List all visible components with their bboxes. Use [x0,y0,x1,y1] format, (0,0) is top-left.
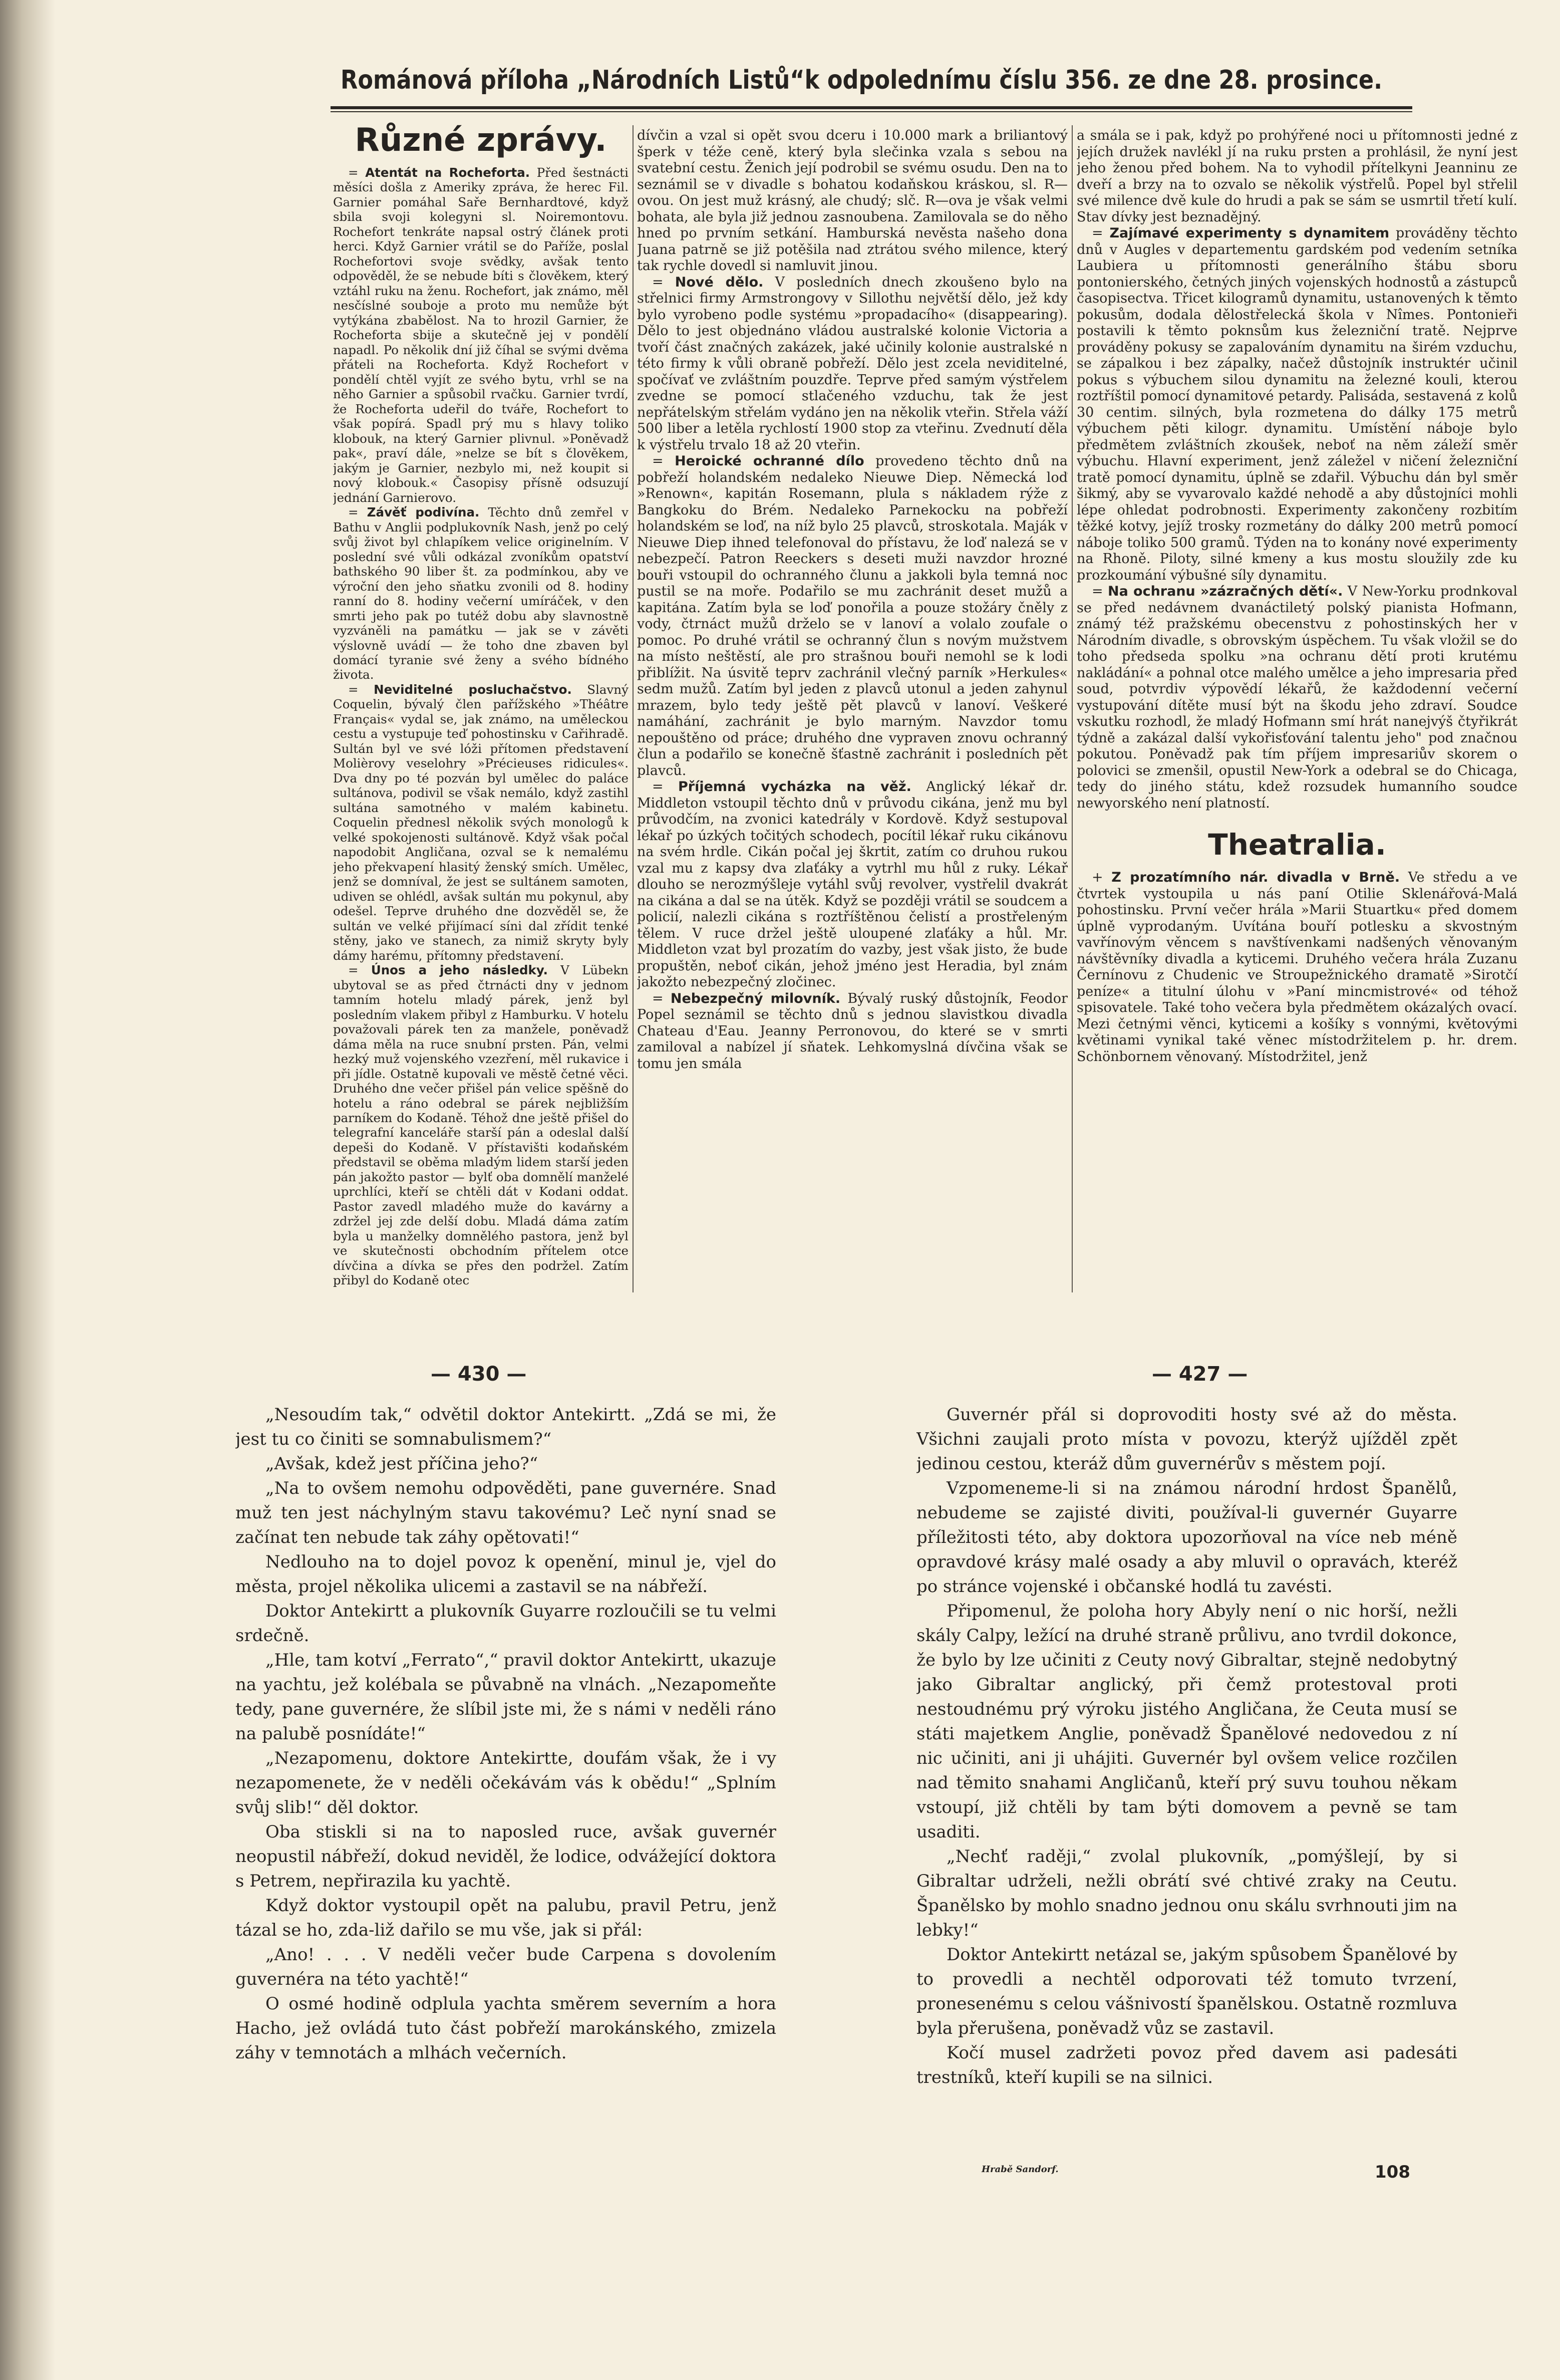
column-1 [333,120,629,1292]
news-item-title: Atentát na Rocheforta. [365,165,530,180]
news-item-text: prováděny těchto dnů v Augles v departementu gardském pod vedením setníka Laubiera u přítomnosti generálního štábu sboru pontonierského, četných jiných vojenských hodnostů a zástupců časopisectva. Třicet kilogramů dynamitu, ustanovených k těmto pokusům, dodala dělostřelecká škola v Nîmes. Pontonieři postavili k těmto poknsům kus železniční tratě. Nejprve prováděny pokusy se zapalováním dynamitu na širém vzduchu, se zápalkou i bez zápalky, načež důstojník instruktér učinil pokus s výbuchem silou dynamitu na železné kouli, kterou roztříštil pomocí dynamitové petardy. Palisáda, sestavená z kolů 30 centim. silných, byla rozmetena do dálky 175 metrů výbuchem pěti kilogr. dynamitu. Umístění náboje bylo předmětem zvláštních zkoušek, neboť na něm záleží směr výbuchu. Hlavní experiment, jenž záležel v ničení železniční tratě pomocí dynamitu, úplně se zdařil. Výbuchu dán byl směr šikmý, aby se vyvarovalo každé nehodě a aby důstojníci mohli lépe ohledat podrobnosti. Experimenty zakončeny rozbitím těžké kotvy, jejíž trosky rozmetány do dálky 200 metrů pomocí náboje toliko 500 gramů. Týden na to konány nové experimenty na Rhoně. Piloty, silné kmeny a kus mostu sloužily zde ku prozkoumání výbušné síly dynamitu. [1077,225,1517,583]
item-marker: = [348,505,367,520]
item-marker: = [652,779,678,795]
news-item [637,453,1068,779]
novel-paragraph: „Nezapomenu, doktore Antekirtte, doufám však, že i vy nezapomenete, že v neděli očekávám vás k obědu!“ „Splním svůj slib!“ děl doktor. [235,1748,776,1817]
column-2-lead: dívčin a vzal si opět svou dceru i 10.000 mark a briliantový šperk v téže ceně, který byla slečinka vzala s sebou na svatební cestu. Ženich její podrobil se svému osudu. Den na to seznámil se v divadle s bohatou kodaňskou kráskou, sl. R—ovou. On jest muž krásný, ale chudý; slč. R—ova je však velmi bohata, ale byla již jednou zasnoubena. Zamilovala se do něho hned po prvním setkání. Hamburská nevěsta našeho dona Juana patrně se již potěšila nad ztrátou svého milence, který tak rychle dovedl si namluvit jinou. [637,128,1068,274]
column-divider [1072,125,1073,1292]
column-2-sections [637,275,1068,1073]
section-heading-ruzne-zpravy: Různé zprávy. [355,122,607,159]
column-3-lead: a smála se i pak, když po prohýřené noci u přítomnosti jedné z jejích družek navlékl jí na ruku prsten a prohlásil, že nyní jest jeho ženou před bohem. Na to vyhodil přítelkyni Jeanninu ze dveří a brzy na to ozvalo se několik výstřelů. Popel byl střelil své milence dvě kule do hrudi a pak se sám se usmrtil třetí kulí. Stav dívky jest beznadějný. [1077,128,1517,225]
novel-title-signature: Hrabě Sandorf. [982,2164,1059,2175]
page-gutter-shadow [0,0,55,2380]
novel-paragraph: „Ano! . . . V neděli večer bude Carpena s dovolením guvernéra na této yachtě!“ [235,1945,776,1989]
page-number-left: — 430 — [431,1363,527,1386]
item-marker: = [1092,584,1108,599]
news-item-title: Příjemná vycházka na věž. [678,779,911,795]
item-marker: = [348,963,371,978]
news-item [1077,584,1517,812]
masthead-rule-thin [331,111,1412,112]
column-1-sections [333,165,629,1288]
news-item-title: Únos a jeho následky. [371,963,548,978]
news-item [637,991,1068,1073]
novel-paragraph: Doktor Antekirtt netázal se, jakým spůsobem Španělové by to provedli a nechtěl odporovati též tomuto tvrzení, pronesenému s celou vášnivostí španělskou. Ostatně rozmluva byla přerušena, poněvadž vůz se zastavil. [916,1945,1457,2038]
column-2 [637,128,1068,1292]
novel-paragraph: „Nechť raději,“ zvolal plukovník, „pomýšlejí, by si Gibraltar udrželi, nežli obrátí své chtivé zraky na Ceutu. Španělsko by mohlo snadno jednou onu skálu svrhnouti jim na lebky!“ [916,1846,1457,1940]
page-number-right: — 427 — [1152,1363,1248,1386]
column-3-sections [1077,225,1517,812]
theatre-article [1077,870,1517,1065]
masthead-rule [331,106,1412,109]
news-item-title: Nebezpečný milovník. [670,990,841,1006]
news-item-text: V Lübekn ubytoval se as před čtrnácti dny v jednom tamním hotelu mladý párek, jenž byl posledním vlakem přibyl z Hamburku. V hotelu považovali párek ten za manžele, poněvadž dáma měla na ruce snubní prsten. Pán, velmi hezký muž vojenského vzezření, měl rukavice i při jídle. Ostatně kupovali ve městě četné věci. Druhého dne večer přišel pán velice spěšně do hotelu a ráno odebral se párek nejbližším parníkem do Kodaně. Téhož dne ještě přišel do telegrafní kanceláře starší pán a odeslal další depeši do Kodaně. V přístavišti kodaňském představil se oběma mladým lidem starší jeden pán jakožto pastor — bylť oba domnělí manželé uprchlíci, kteří se chtěli dát v Kodani oddat. Pastor zavedl mladého muže do kavárny a zdržel jej zde delší dobu. Mladá dáma zatím byla u manželky domnělého pastora, jenž byl ve skutečnosti obchodním přítelem otce dívčina a dívka se přes den podržel. Zatím přibyl do Kodaně otec [333,963,629,1288]
news-item [1077,225,1517,584]
theatre-article-title: + Z prozatímního nár. divadla v Brně. [1092,870,1400,885]
column-divider [633,125,634,1292]
novel-column-left [235,1403,776,2229]
news-item [333,963,629,1288]
novel-paragraph: „Na to ovšem nemohu odpověděti, pane guvernére. Snad muž ten jest náchylným stavu takovému? Leč nyní snad se začínat ten nebude tak záhy opětovati!“ [235,1478,776,1547]
novel-paragraph: O osmé hodině odplula yachta směrem severním a hora Hacho, jež ovládá tuto část pobřeží marokánského, zmizela záhy v temnotách a mlhách večerních. [235,1994,776,2063]
novel-paragraph: Vzpomeneme-li si na známou národní hrdost Španělů, nebudeme se zajisté diviti, používal-li guvernér Guyarre příležitosti této, aby doktora upozorňoval na více neb méně opravdové krásy malé osady a aby mluvil o opravách, kteréž po stránce vojenské i občanské hodlá tu zavésti. [916,1478,1457,1597]
novel-paragraph: Připomenul, že poloha hory Abyly není o nic horší, nežli skály Calpy, ležící na druhé straně průlivu, ano tvrdil dokonce, že bylo by lze učiniti z Ceuty nový Gibraltar, stejně nedobytný jako Gibraltar anglický, při čemž protestoval proti nestoudnému prý výroku jistého Angličana, že Ceuta musí se státi majetkem Anglie, poněvadž Španělové nedovedou z ní nic učiniti, ani ji uhájiti. Guvernér byl ovšem velice rozčilen nad těmito snahami Angličanů, kteří prý suvu touhou někam vstoupí, již chtěli by tam býti domovem a pevně se tam usaditi. [916,1601,1457,1842]
novel-paragraph: Guvernér přál si doprovoditi hosty své až do města. Všichni zaujali proto místa v povozu, kterýž ujížděl zpět jedinou cestou, kteráž dům guvernérův s městem pojí. [916,1405,1457,1474]
novel-paragraph: Nedlouho na to dojel povoz k openění, minul je, vjel do města, projel několika ulicemi a zastavil se na nábřeží. [235,1552,776,1597]
news-item-title: Závěť podivína. [367,505,480,520]
news-item-text: Anglický lékař dr. Middleton vstoupil těchto dnů v průvodu cikána, jenž mu byl průvodčím, na zvonici katedrály v Kordově. Když sestupoval lékař po úzkých točitých schodech, pocítil lékař ruku cikánovu na svém hrdle. Cikán počal jej škrtit, zatím co druhou rukou vzal mu z kapsy dva zlaťáky a vytrhl mu hůl z ruky. Lékař dlouho se nerozmýšleje vytáhl svůj revolver, vystřelil dvakrát na cikána a dal se na útěk. Když se později vrátil se soudcem a policií, nalezli cikána s roztříštěnou čelistí a prostřeleným tělem. V ruce držel ještě uloupené zlaťáky a hůl. Mr. Middleton vzat byl prozatím do vazby, jest však jisto, že bude propuštěn, neboť cikán, jehož jméno jest Heradia, byl znám jakožto nebezpečný zločinec. [637,779,1068,990]
column-3 [1077,128,1517,1292]
news-item-text: Těchto dnů zemřel v Bathu v Anglii podplukovník Nash, jenž po celý svůj život byl chlapíkem velice originelním. V poslední své vůli odkázal zvoníkům opatství bathského 90 liber št. za podmínkou, aby ve výroční den jeho sňatku zvonili od 8. hodiny ranní do 8. hodiny večerní umíráček, v den smrti jeho pak po tutéž dobu aby slavnostně vyzváněli na památku — jak se v závěti výslovně uvádí — že toho dne zbaven byl domácí tyranie své ženy a svého bídného života. [333,505,629,682]
news-item [333,165,629,505]
news-item [637,275,1068,454]
news-item-text: Před šestnácti měsíci došla z Ameriky zpráva, že herec Fil. Garnier pomáhal Saře Bernhardtové, když sbila svoji kolegyni sl. Noiremontovu. Rochefort tenkráte napsal ostrý článek proti herci. Když Garnier vrátil se do Paříže, poslal Rochefortovi svoje svědky, avšak tento odpověděl, že se nebude bíti s člověkem, který vztáhl ruku na ženu. Rochefort, jak známo, měl nesčíslné souboje a proto mu nemůže být vytýkána zbabělost. Na to hrozil Garnier, že Rocheforta sbije a skutečně jej v pondělí napadl. Po několik dní již číhal se svými dvěma přáteli na Rocheforta. Když Rochefort v pondělí chtěl vyjít ze svého bytu, vrhl se na něho Garnier a spůsobil rvačku. Garnier tvrdí, že Rocheforta udeřil do tváře, Rochefort to však popírá. Spadl prý mu s hlavy toliko klobouk, na který Garnier plivnul. »Poněvadž pak«, praví dále, »nelze se bít s člověkem, jakým je Garnier, nezbylo mi, než koupit si nový klobouk.« Časopisy přísně odsuzují jednání Garnierovo. [333,165,629,505]
novel-paragraph: „Hle, tam kotví „Ferrato“,“ pravil doktor Antekirtt, ukazuje na yachtu, jež kolébala se půvabně na vlnách. „Nezapomeňte tedy, pane guvernére, že slíbil jste mi, že s námi v neděli ráno na palubě posnídáte!“ [235,1650,776,1744]
item-marker: = [348,682,374,697]
news-item-text: V New-Yorku prodnkoval se před nedávnem dvanáctiletý polský pianista Hofmann, známý též pražskému obecenstvu z pohostinských her v Národním divadle, s obrovským úspěchem. Tu však vložil se do toho předseda spolku »na ochranu dětí proti krutému nakládání« a pohnal otce malého umělce a jeho impresaria před soud, potvrdiv výpovědí lékařů, že každodenní večerní vystupování dítěte musí být na škodu jeho zdraví. Soudce vskutku rozhodl, že mladý Hofmann smí hrát nanejvýš čtyřikrát týdně a zakázal další vykořisťování talentu jeho" pod značnou pokutou. Poněvadž pak tím příjem impresariův skorem o polovici se zmenšil, opustil New-York a odebral se do Chicaga, tedy do jiného státu, kdež rozsudek humanního soudce newyorského není platností. [1077,584,1517,811]
theatre-article-text: Ve středu a ve čtvrtek vystoupila u nás paní Otilie Sklenářová-Malá pohostinsku. První večer hrála »Marii Stuartku« před domem úplně vyprodaným. Uvítána bouří potlesku a skvostným vavřínovým věncem s navštívenkami nadšených věnovaným návštěvníky divadla a kyticemi. Druhého večera hrála Zuzanu Černínovu z Chudenic ve Stroupežnického dramatě »Sirotčí peníze« a titulní úlohu v »Paní mincmistrové« od téhož spisovatele. Také toho večera byla předmětem okázalých ovací. Mezi četnými věnci, kyticemi a košíky s vonnými, květovými květinami vynikal také věnec místodržitelem p. hr. drem. Schönbornem věnovaný. Místodržitel, jenž [1077,870,1517,1065]
section-heading-theatralia: Theatralia. [1208,828,1386,862]
novel-paragraph: „Nesoudím tak,“ odvětil doktor Antekirtt. „Zdá se mi, že jest tu co činiti se somnabulismem?“ [235,1405,776,1449]
masthead-title: Románová příloha „Národních Listů“k odpolednímu číslu 356. ze dne 28. prosince. [341,65,1383,95]
news-item [637,779,1068,991]
item-marker: = [348,165,366,180]
novel-paragraph: Doktor Antekirtt a plukovník Guyarre rozloučili se tu velmi srdečně. [235,1601,776,1646]
news-item-title: Heroické ochranné dílo [675,453,864,469]
novel-column-right [916,1403,1457,2154]
news-item-title: Zajímavé experimenty s dynamitem [1109,225,1390,241]
folio-number: 108 [1375,2162,1410,2182]
news-item [333,505,629,682]
item-marker: = [1092,225,1110,241]
news-item-title: Neviditelné posluchačstvo. [374,682,572,697]
novel-paragraph: Když doktor vystoupil opět na palubu, pravil Petru, jenž tázal se ho, zda-liž dařilo se mu vše, jak si přál: [235,1896,776,1940]
news-item [333,682,629,963]
news-item-text: Slavný Coquelin, bývalý člen pařížského »Théâtre Français« vydal se, jak známo, na uměleckou cestu a vystupuje teď pohostinsku v Cařihradě. Sultán byl ve své lóži přítomen představení Molièrovy veselohry »Précieuses ridicules«. Dva dny po té pozván byl umělec do paláce sultánova, podivil se však nemálo, když zastihl sultána samotného v malém kabinetu. Coquelin přednesl několik svých monologů k velké spokojenosti sultánově. Když však počal napodobit Angličana, ozval se k nemalému jeho překvapení hlasitý ženský smích. Umělec, jenž se domníval, že jest se sultánem samoten, udiven se ohlédl, avšak sultán mu pokynul, aby odešel. Teprve druhého dne dozvěděl se, že sultán ve velké přijímací síni dal zřídit tenké stěny, jako ve stanech, za nimiž skryty byly dámy harému, přítomny představení. [333,682,629,963]
item-marker: = [652,453,675,469]
novel-paragraph: Kočí musel zadržeti povoz před davem asi padesáti trestníků, kteří kupili se na silnici. [916,2043,1457,2087]
news-item-text: provedeno těchto dnů na pobřeží holandském nedaleko Nieuwe Diep. Německá loď »Renown«, kapitán Rosemann, plula s nákladem rýže z Bangkoku do Brém. Nedaleko Parnekocku na pobřeží holandském se loď, na níž bylo 25 plavců, stroskotala. Maják v Nieuwe Diep ihned telefonoval do přístavu, že loď nalezá se v nebezpečí. Patron Reeckers s deseti muži navzdor hrozné bouři vstoupil do ochranného člunu a jakkoli byla temná noc pustil se na moře. Podařilo se mu zachránit deset mužů a kapitána. Zatím byla se loď ponořila a pouze stožáry čněly z vody, čtrnáct mužů drželo se v lanoví a volalo zoufale o pomoc. Po druhé vrátil se ochranný člun s novým mužstvem na místo neštěstí, ale pro strašnou bouři nemohl se k lodi přiblížit. Na úsvitě teprv zachránil vlečný parník »Herkules« sedm mužů. Zatím byl jeden z plavců utonul a jeden zahynul mrazem, bylo tedy ještě pět plavců v lanoví. Veškeré namáhání, zachránit je bylo marným. Navzdor tomu nepouštěno od práce; druhého dne vypraven znovu ochranný člun a podařilo se konečně šťastně zachránit i posledních pět plavců. [637,453,1068,778]
item-marker: = [652,274,675,290]
novel-paragraph: „Avšak, kdež jest příčina jeho?“ [265,1454,538,1474]
novel-paragraph: Oba stiskli si na to naposled ruce, avšak guvernér neopustil nábřeží, dokud neviděl, že lodice, odvážející doktora s Petrem, nepřirazila ku yachtě. [235,1822,776,1891]
item-marker: = [652,990,671,1006]
news-item-title: Na ochranu »zázračných dětí«. [1108,584,1343,599]
news-item-text: V posledních dnech zkoušeno bylo na střelnici firmy Armstrongovy v Sillothu největší dělo, jež kdy bylo vyrobeno podle systému »propadacího« (disappearing). Dělo to jest objednáno vládou australské kolonie Victoria a tvoří část značných zakázek, jaké učinily kolonie australské n této firmy k vůli obraně pobřeží. Dělo jest zcela neviditelné, spočívať ve zvláštním pouzdře. Teprve před samým výstřelem zvedne se pomocí stlačeného vzduchu, tak že jest nepřátelským střelám vydáno jen na několik vteřin. Střela váží 500 liber a letěla rychlostí 1900 stop za vteřinu. Zvednutí děla k výstřelu trvalo 18 až 20 vteřin. [637,274,1068,453]
news-item-text: Bývalý ruský důstojník, Feodor Popel seznámil se těchto dnů s jednou slavistkou divadla Chateau d'Eau. Jeanny Perronovou, do které se v smrti zamiloval a nabízel jí sňatek. Lehkomyslná dívčina však se tomu jen smála [637,990,1068,1072]
news-item-title: Nové dělo. [675,274,764,290]
